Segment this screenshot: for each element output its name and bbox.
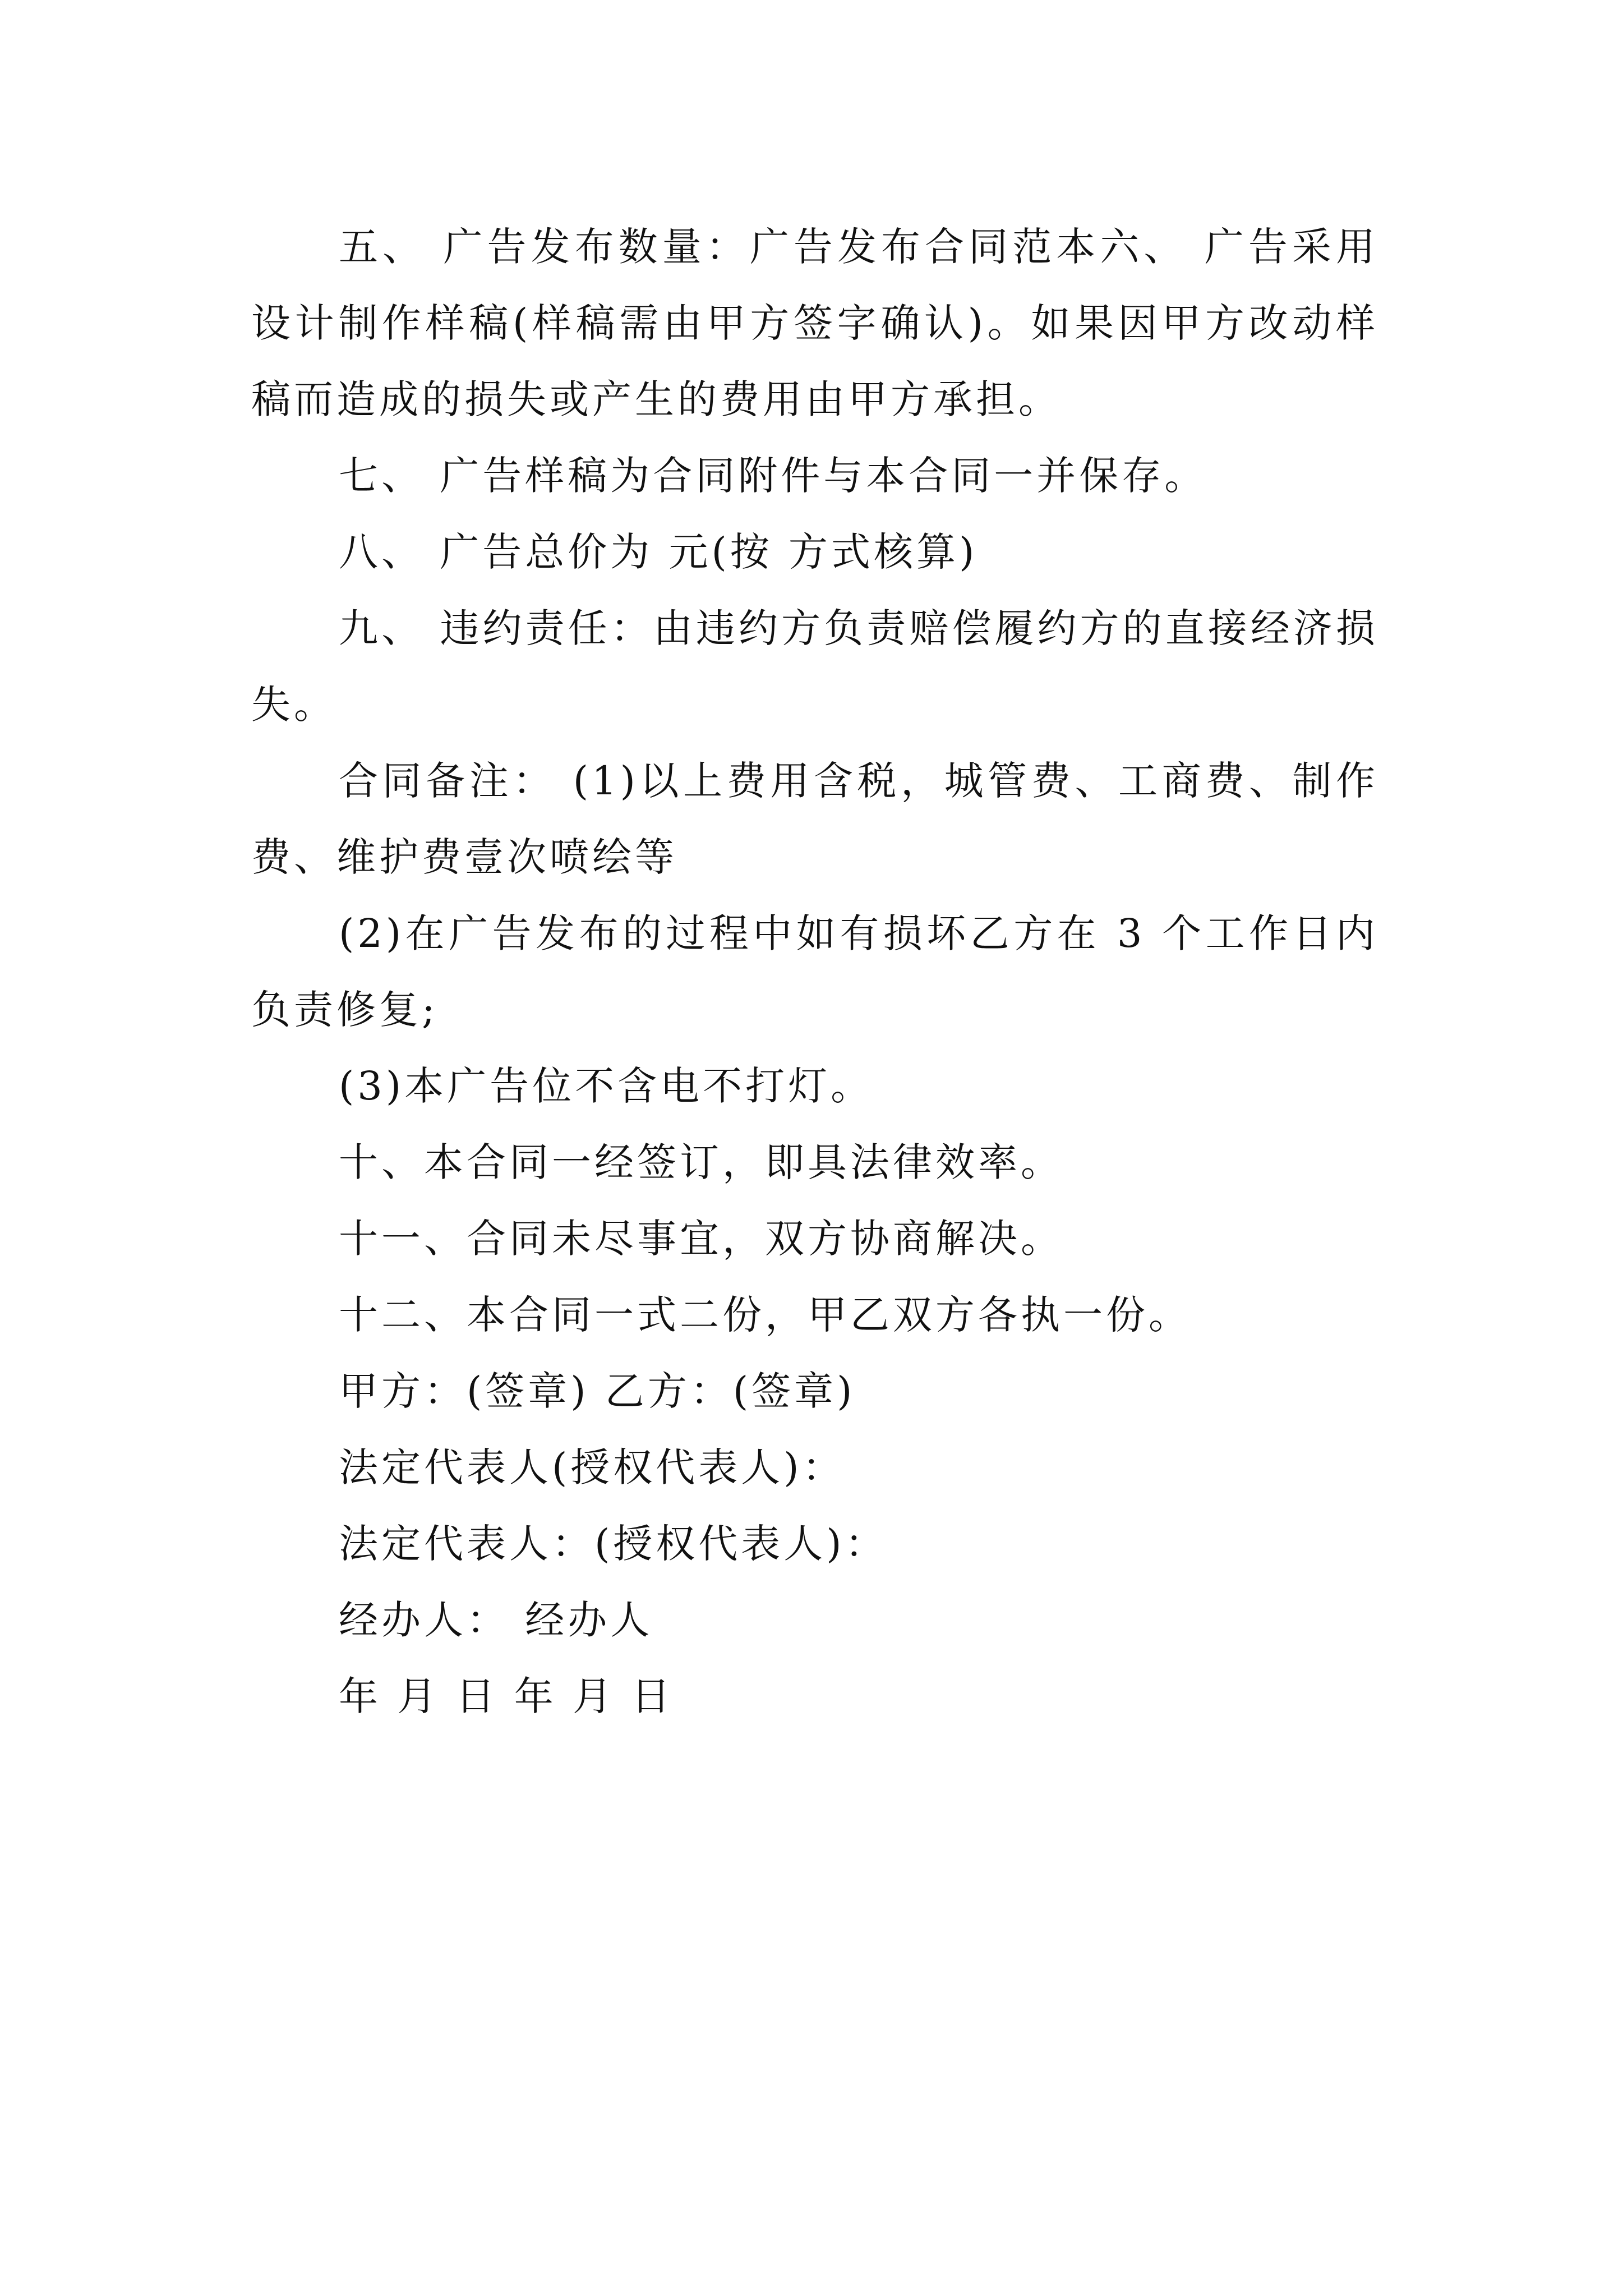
clause-10: 十、本合同一经签订，即具法律效率。 [339,1139,1063,1185]
signature-parties: 甲方：(签章) 乙方：(签章) [339,1368,856,1414]
clause-11: 十一、合同未尽事宜，双方协商解决。 [339,1216,1063,1262]
clause-8: 八、 广告总价为 元(按 方式核算) [339,529,978,575]
clause-12: 十二、本合同一式二份，甲乙双方各执一份。 [339,1292,1191,1338]
contract-remarks: 合同备注： (1)以上费用含税，城管费、工商费、制作费、维护费壹次喷绘等 [251,758,1378,880]
handler-line: 经办人： 经办人 [339,1597,653,1643]
clause-7: 七、 广告样稿为合同附件与本合同一并保存。 [339,453,1207,499]
legal-representative-line-2: 法定代表人：(授权代表人)： [339,1521,888,1567]
legal-representative-line-1: 法定代表人(授权代表人)： [339,1444,845,1490]
remark-3: (3)本广告位不含电不打灯。 [339,1063,874,1109]
remark-2: (2)在广告发布的过程中如有损坏乙方在 3 个工作日内负责修复; [251,910,1378,1033]
clause-9: 九、 违约责任：由违约方负责赔偿履约方的直接经济损失。 [251,605,1378,728]
clause-5-6: 五、 广告发布数量：广告发布合同范本六、 广告采用设计制作样稿(样稿需由甲方签字确认)。如果因甲方改动样稿而造成的损失或产生的费用由甲方承担。 [251,224,1378,422]
document-body [251,209,1378,1734]
date-line: 年 月 日 年 月 日 [339,1673,674,1719]
